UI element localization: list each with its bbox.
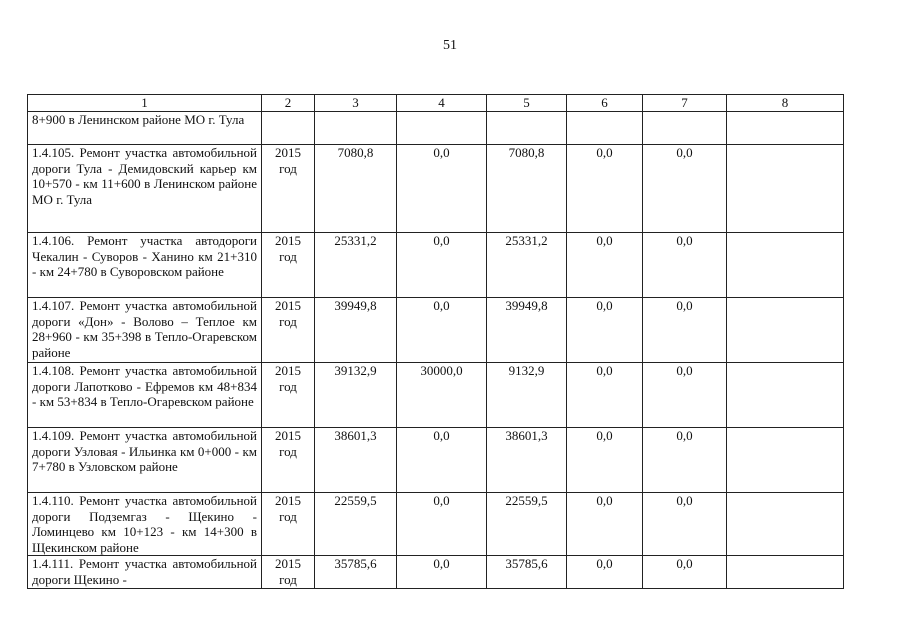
value-cell: 0,0 [643,493,727,556]
table-row [28,145,844,233]
table-row [28,428,844,493]
table-row [28,112,844,145]
item-name-cell: 1.4.109. Ремонт участка автомобильной дороги Узловая - Ильинка км 0+000 - км 7+780 в Узловском районе [28,428,262,493]
value-cell: 0,0 [397,428,487,493]
year-cell [262,112,315,145]
table-row [28,233,844,298]
value-cell: 38601,3 [315,428,397,493]
value-cell [643,112,727,145]
value-cell: 0,0 [567,298,643,363]
value-cell: 0,0 [643,145,727,233]
table-row [28,556,844,589]
column-header: 7 [643,95,727,112]
year-cell: 2015 год [262,428,315,493]
value-cell [727,556,844,589]
year-cell: 2015 год [262,233,315,298]
value-cell: 39132,9 [315,363,397,428]
value-cell [727,363,844,428]
year-cell: 2015 год [262,298,315,363]
value-cell: 38601,3 [487,428,567,493]
value-cell: 22559,5 [487,493,567,556]
value-cell: 30000,0 [397,363,487,428]
column-header: 6 [567,95,643,112]
value-cell: 25331,2 [315,233,397,298]
value-cell: 0,0 [567,493,643,556]
value-cell: 0,0 [397,556,487,589]
value-cell [727,233,844,298]
item-name-cell: 1.4.110. Ремонт участка автомобильной дороги Подземгаз - Щекино - Ломинцево км 10+123 - км 14+300 в Щекинском районе [28,493,262,556]
item-name-cell: 8+900 в Ленинском районе МО г. Тула [28,112,262,145]
header-row [28,95,844,112]
value-cell: 0,0 [643,233,727,298]
value-cell: 35785,6 [487,556,567,589]
value-cell: 9132,9 [487,363,567,428]
value-cell: 22559,5 [315,493,397,556]
year-cell: 2015 год [262,363,315,428]
value-cell [727,298,844,363]
value-cell: 25331,2 [487,233,567,298]
value-cell [397,112,487,145]
value-cell: 39949,8 [487,298,567,363]
column-header: 5 [487,95,567,112]
page-number: 51 [443,38,457,53]
value-cell: 0,0 [643,363,727,428]
value-cell [727,145,844,233]
table-row [28,493,844,556]
value-cell: 7080,8 [315,145,397,233]
value-cell: 0,0 [397,233,487,298]
value-cell [487,112,567,145]
value-cell: 0,0 [397,298,487,363]
item-name-cell: 1.4.108. Ремонт участка автомобильной дороги Лапотково - Ефремов км 48+834 - км 53+834 в Тепло-Огаревском районе [28,363,262,428]
item-name-cell: 1.4.105. Ремонт участка автомобильной дороги Тула - Демидовский карьер км 10+570 - км 11+600 в Ленинском районе МО г. Тула [28,145,262,233]
column-header: 8 [727,95,844,112]
value-cell: 0,0 [567,363,643,428]
column-header: 1 [28,95,262,112]
value-cell [727,493,844,556]
item-name-cell: 1.4.106. Ремонт участка автодороги Чекалин - Суворов - Ханино км 21+310 - км 24+780 в Суворовском районе [28,233,262,298]
value-cell [315,112,397,145]
value-cell: 0,0 [567,145,643,233]
item-name-cell: 1.4.111. Ремонт участка автомобильной дороги Щекино - [28,556,262,589]
value-cell [727,112,844,145]
table-row [28,363,844,428]
year-cell: 2015 год [262,556,315,589]
value-cell [727,428,844,493]
column-header: 4 [397,95,487,112]
column-header: 3 [315,95,397,112]
value-cell: 0,0 [643,556,727,589]
value-cell: 35785,6 [315,556,397,589]
value-cell: 0,0 [567,233,643,298]
value-cell: 0,0 [643,298,727,363]
value-cell: 0,0 [643,428,727,493]
value-cell [567,112,643,145]
item-name-cell: 1.4.107. Ремонт участка автомобильной дороги «Дон» - Волово – Теплое км 28+960 - км 35+398 в Тепло-Огаревском районе [28,298,262,363]
value-cell: 7080,8 [487,145,567,233]
year-cell: 2015 год [262,493,315,556]
value-cell: 0,0 [567,428,643,493]
table-row [28,298,844,363]
value-cell: 0,0 [397,493,487,556]
data-table [27,94,844,589]
year-cell: 2015 год [262,145,315,233]
column-header: 2 [262,95,315,112]
value-cell: 39949,8 [315,298,397,363]
value-cell: 0,0 [567,556,643,589]
value-cell: 0,0 [397,145,487,233]
